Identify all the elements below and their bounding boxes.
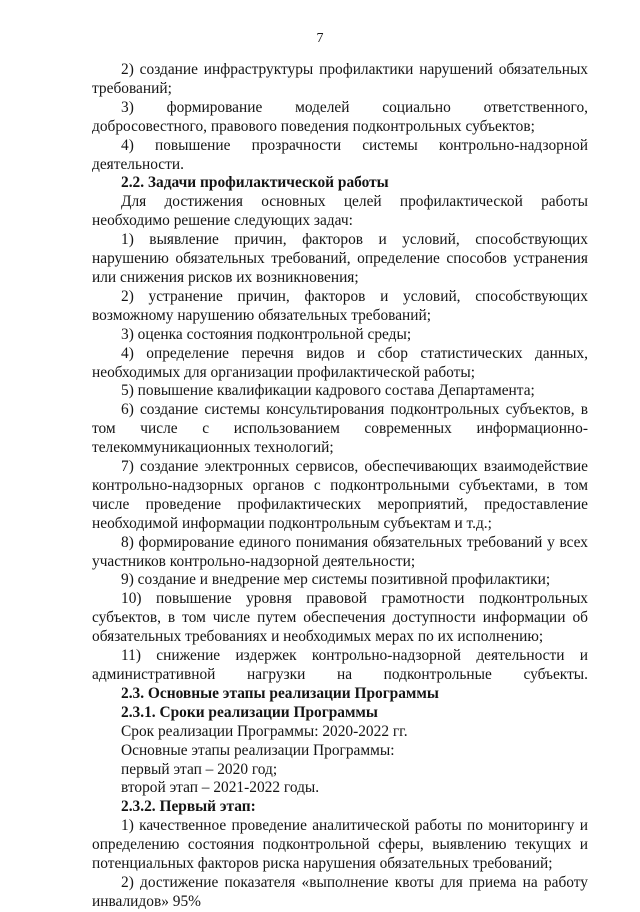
paragraph: Срок реализации Программы: 2020-2022 гг. xyxy=(121,722,408,740)
paragraph: второй этап – 2021-2022 годы. xyxy=(121,779,320,797)
paragraph: 4) повышение прозрачности системы контрольно-надзорной деятельности. xyxy=(92,136,588,173)
paragraph: 7) создание электронных сервисов, обеспечивающих взаимодействие контрольно-надзорных органов с подконтрольными субъектами, в том числе проведение профилактических мероприятий, предоставление необходимой информации подконтрольным субъектам и т.д.; xyxy=(92,458,588,532)
section-heading: 2.2. Задачи профилактической работы xyxy=(121,174,389,192)
paragraph: Для достижения основных целей профилактической работы необходимо решение следующих задач: xyxy=(92,193,588,230)
paragraph: 1) выявление причин, факторов и условий, способствующих нарушению обязательных требований, определение способов устранения или снижения рисков их возникновения; xyxy=(92,231,588,286)
section-heading: 2.3. Основные этапы реализации Программы xyxy=(121,684,439,702)
subsection-heading: 2.3.1. Сроки реализации Программы xyxy=(121,703,378,721)
paragraph: 2) достижение показателя «выполнение квоты для приема на работу инвалидов» 95% xyxy=(92,873,588,910)
paragraph: 2) создание инфраструктуры профилактики нарушений обязательных требований; xyxy=(92,61,588,97)
document-body xyxy=(92,61,588,912)
paragraph: 5) повышение квалификации кадрового состава Департамента; xyxy=(121,382,535,400)
paragraph: 10) повышение уровня правовой грамотности подконтрольных субъектов, в том числе путем обеспечения доступности информации об обязательных требованиях и необходимых мерах по их исполнению; xyxy=(92,590,588,646)
paragraph: 6) создание системы консультирования подконтрольных субъектов, в том числе с использованием современных информационно-телекоммуникационных технологий; xyxy=(92,401,588,457)
paragraph: 3) формирование моделей социально ответственного, добросовестного, правового поведения подконтрольных субъектов; xyxy=(92,98,588,135)
paragraph: первый этап – 2020 год; xyxy=(121,760,278,778)
paragraph: 9) создание и внедрение мер системы позитивной профилактики; xyxy=(121,571,551,589)
paragraph: 4) определение перечня видов и сбор статистических данных, необходимых для организации профилактической работы; xyxy=(92,344,588,381)
page-number: 7 xyxy=(316,31,324,46)
paragraph: 1) качественное проведение аналитической работы по мониторингу и определению состояния подконтрольной сферы, выявлению текущих и потенциальных факторов риска нарушения обязательных требований; xyxy=(92,817,588,873)
paragraph: 2) устранение причин, факторов и условий, способствующих возможному нарушению обязательных требований; xyxy=(92,287,588,324)
subsection-heading: 2.3.2. Первый этап: xyxy=(121,798,256,816)
paragraph: Основные этапы реализации Программы: xyxy=(121,741,395,759)
paragraph: 11) снижение издержек контрольно-надзорной деятельности и административной нагрузки на подконтрольные субъекты. xyxy=(92,647,588,683)
paragraph: 8) формирование единого понимания обязательных требований у всех участников контрольно-надзорной деятельности; xyxy=(92,533,588,570)
paragraph: 3) оценка состояния подконтрольной среды; xyxy=(121,325,412,343)
